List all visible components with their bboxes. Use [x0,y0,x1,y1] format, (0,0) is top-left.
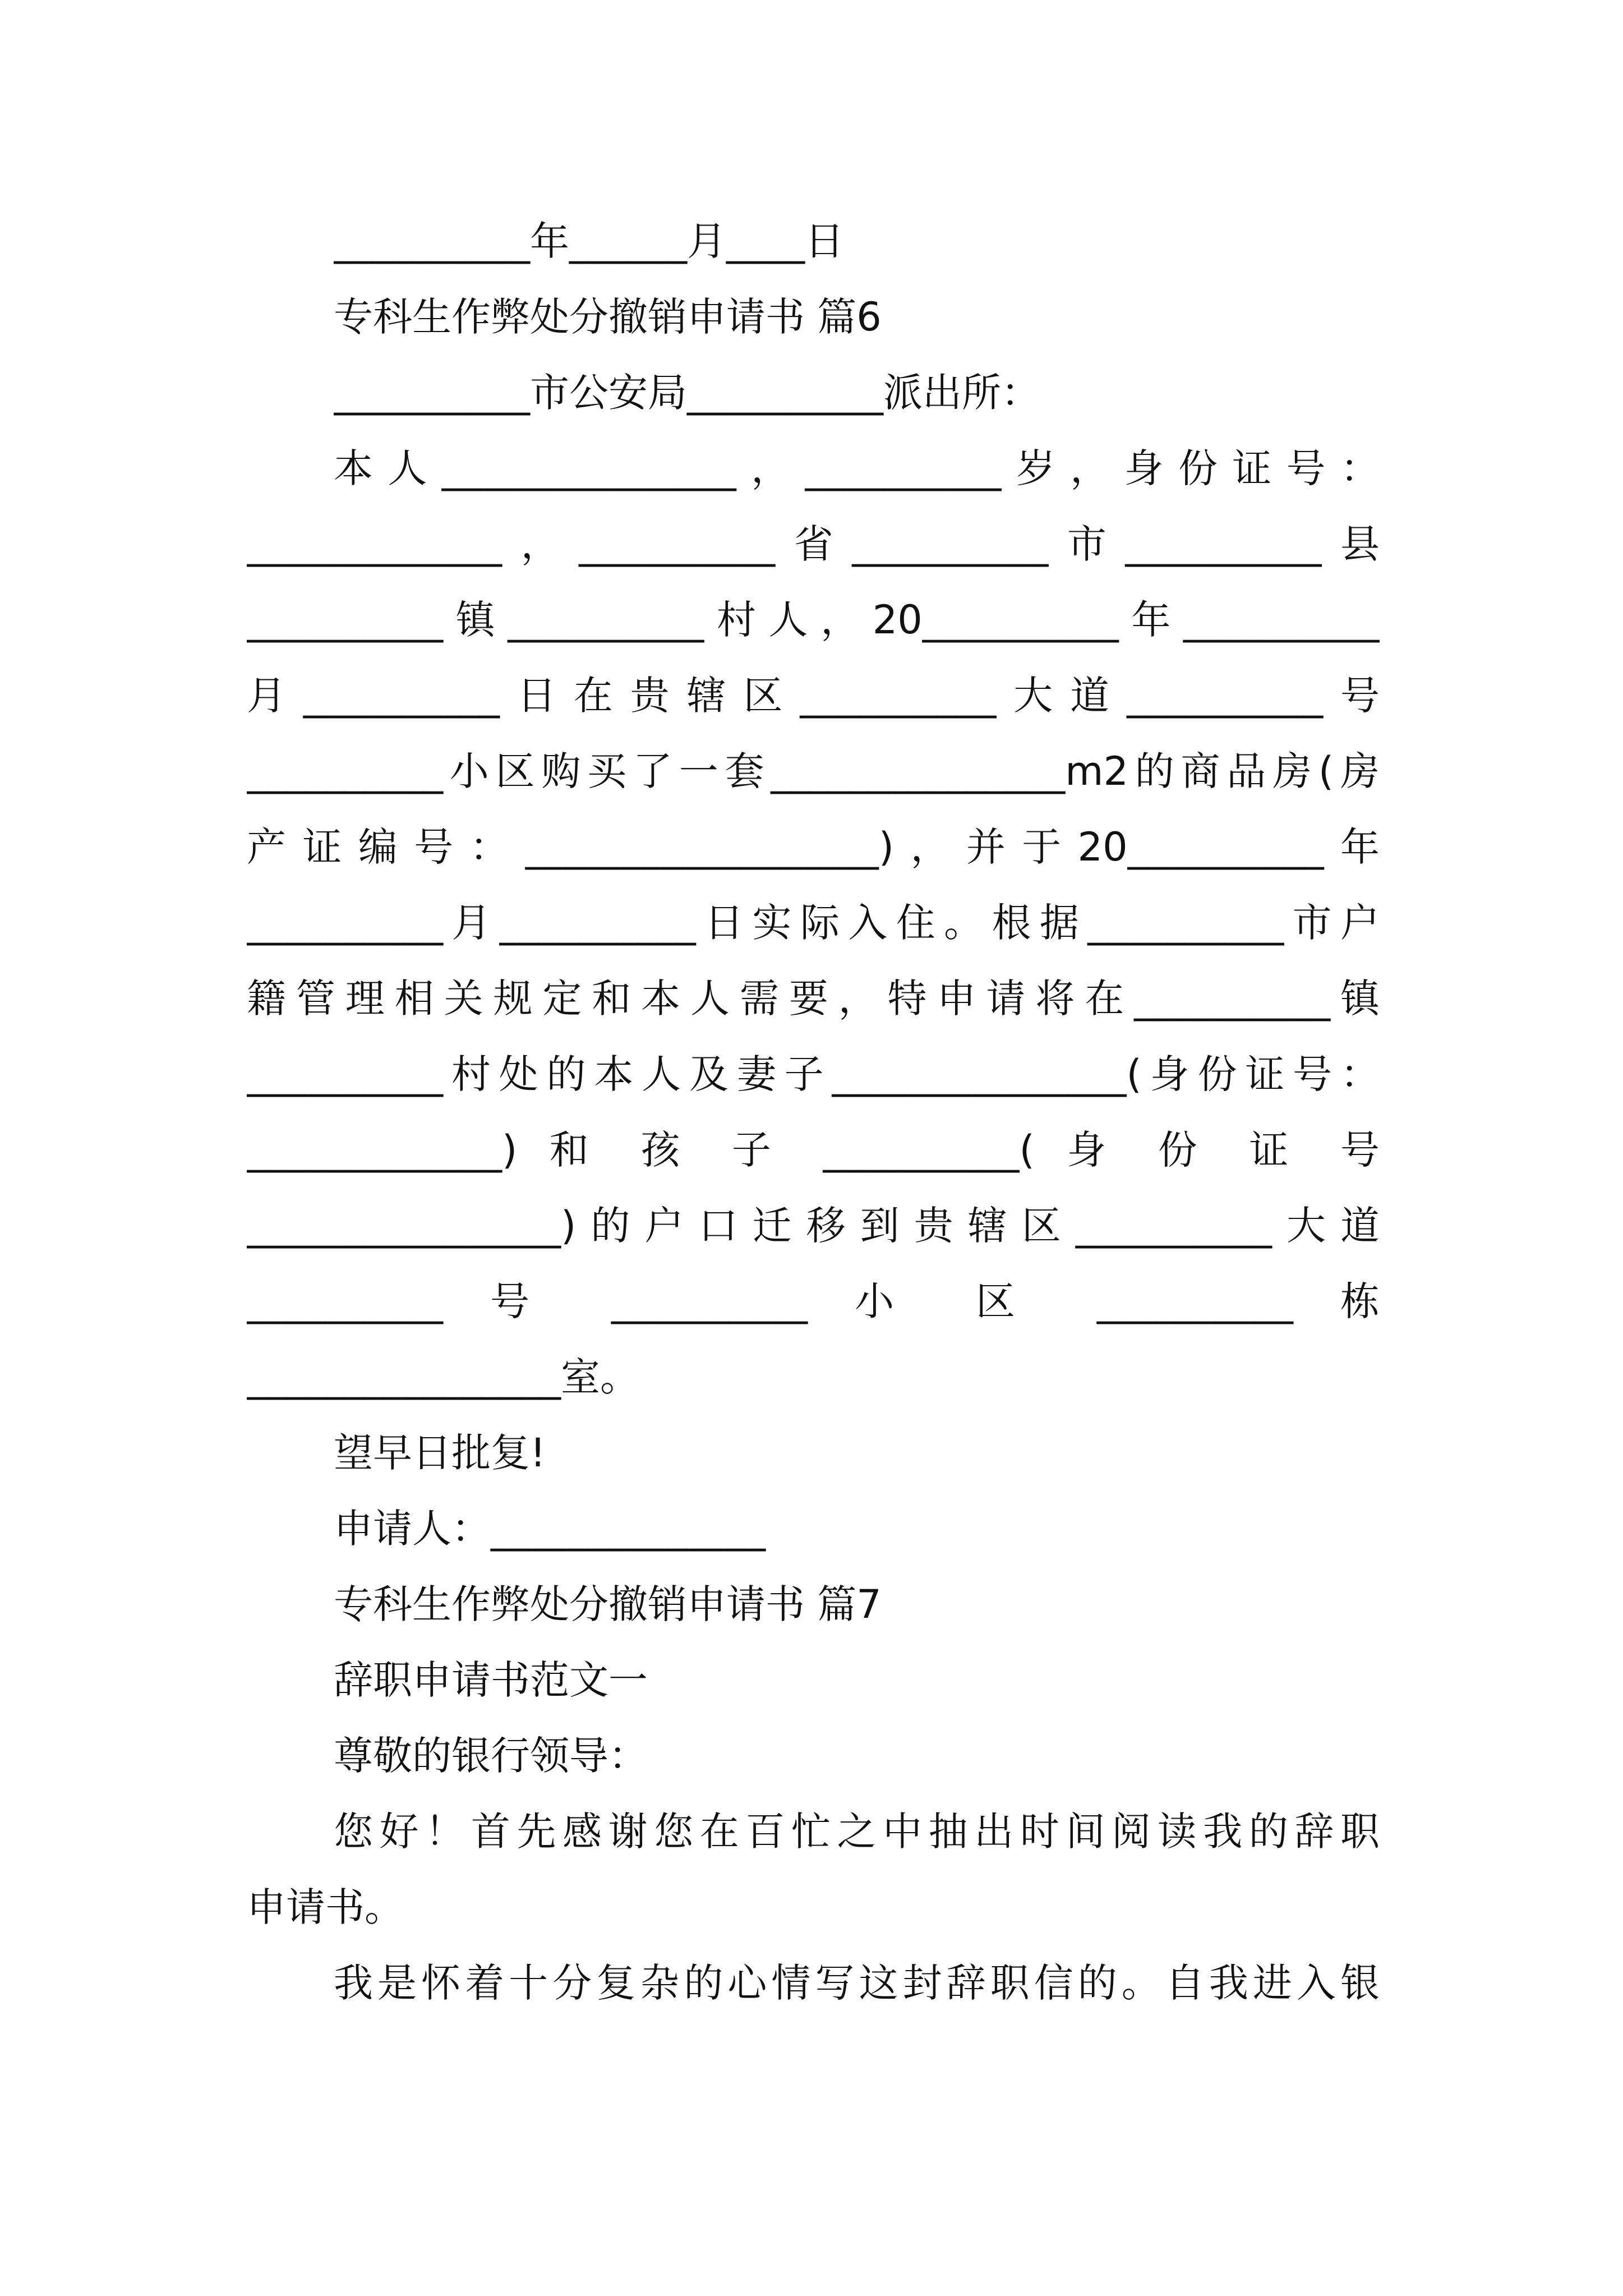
salutation-line: 尊敬的银行领导： [334,1733,648,1779]
subheading: 辞职申请书范文一 [334,1657,648,1703]
body-line: __________ 号 __________ 小 区 __________ 栋 [247,1278,1380,1324]
body-line: 您好！首先感谢您在百忙之中抽出时间阅读我的辞职 [334,1809,1380,1855]
body-line: 本人_______________，__________岁，身份证号： [334,445,1380,491]
body-line: 我是怀着十分复杂的心情写这封辞职信的。自我进入银 [334,1960,1380,2006]
body-line: ________________室。 [247,1354,639,1400]
recipient-line: __________市公安局__________派出所： [334,370,1040,416]
body-line: _____________) 和 孩 子 __________( 身 份 证 号 [247,1127,1380,1173]
section-heading-7: 专科生作弊处分撤销申请书 篇7 [334,1581,882,1627]
date-line: __________年______月____日 [334,218,844,264]
section-heading-6: 专科生作弊处分撤销申请书 篇6 [334,294,882,340]
body-line: 月__________日在贵辖区__________大道__________号 [247,673,1380,719]
body-line: 申请书。 [247,1884,404,1930]
body-line: 籍管理相关规定和本人需要，特申请将在__________镇 [247,976,1380,1022]
applicant-line: 申请人：______________ [334,1506,766,1552]
body-line: __________村处的本人及妻子_______________(身份证号： [247,1051,1380,1097]
body-line: _____________，__________省__________市__________县 [247,521,1380,567]
body-line: __________小区购买了一套_______________m2的商品房(房 [247,748,1380,794]
body-line: __________镇__________村人，20__________年__________ [247,597,1380,643]
body-line: ________________)的户口迁移到贵辖区__________大道 [247,1203,1380,1249]
closing-line: 望早日批复! [334,1430,546,1476]
body-line: __________月__________日实际入住。根据__________市户 [247,900,1380,946]
body-line: 产证编号：__________________)，并于20__________年 [247,824,1380,870]
